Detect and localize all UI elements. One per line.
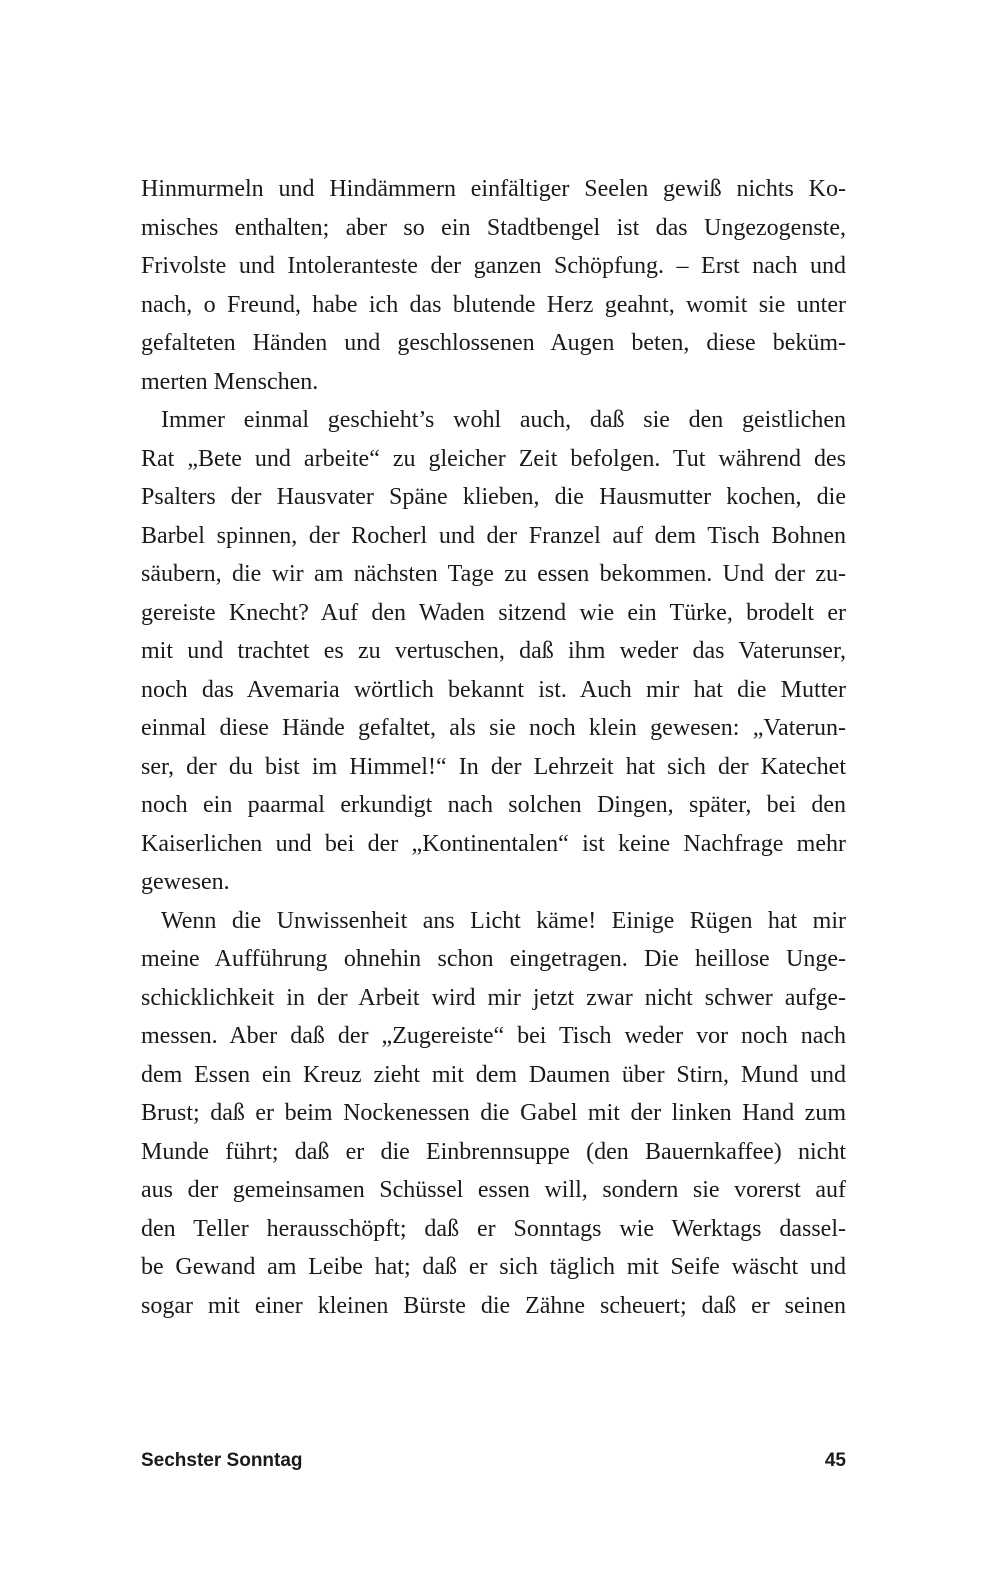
text-line: schicklichkeit in der Arbeit wird mir jetzt zwar nicht schwer aufge- [141, 984, 846, 1011]
text-line: Munde führt; daß er die Einbrennsuppe (den Bauernkaffee) nicht [141, 1138, 846, 1165]
text-line: Kaiserlichen und bei der „Kontinentalen“ ist keine Nachfrage mehr [141, 830, 846, 857]
paragraph [141, 401, 846, 902]
text-line: Brust; daß er beim Nockenessen die Gabel mit der linken Hand zum [141, 1100, 846, 1126]
text-line: gereiste Knecht? Auf den Waden sitzend wie ein Türke, brodelt er [141, 599, 846, 626]
text-line: Barbel spinnen, der Rocherl und der Franzel auf dem Tisch Bohnen [141, 522, 846, 549]
text-line: einmal diese Hände gefaltet, als sie noch klein gewesen: „Vaterun- [141, 715, 846, 741]
text-line: säubern, die wir am nächsten Tage zu essen bekommen. Und der zu- [141, 561, 846, 587]
text-line: messen. Aber daß der „Zugereiste“ bei Tisch weder vor noch nach [141, 1023, 846, 1049]
text-line: be Gewand am Leibe hat; daß er sich täglich mit Seife wäscht und [141, 1254, 846, 1280]
text-line: merten Menschen. [141, 368, 319, 395]
text-line: gefalteten Händen und geschlossenen Augen beten, diese beküm- [141, 330, 846, 356]
text-line: Rat „Bete und arbeite“ zu gleicher Zeit befolgen. Tut während des [141, 445, 846, 472]
chapter-title: Sechster Sonntag [141, 1450, 303, 1471]
text-line: den Teller herausschöpft; daß er Sonntags wie Werktags dassel- [141, 1215, 846, 1242]
paragraph [141, 170, 846, 401]
text-line: meine Aufführung ohnehin schon eingetragen. Die heillose Unge- [141, 946, 846, 972]
text-line: Wenn die Unwissenheit ans Licht käme! Einige Rügen hat mir [161, 907, 846, 934]
body-text [141, 170, 846, 1325]
text-line: mit und trachtet es zu vertuschen, daß ihm weder das Vaterunser, [141, 638, 846, 664]
text-line: Psalters der Hausvater Späne klieben, die Hausmutter kochen, die [141, 484, 846, 510]
text-line: ser, der du bist im Himmel!“ In der Lehrzeit hat sich der Katechet [141, 753, 846, 780]
text-line: nach, o Freund, habe ich das blutende Herz geahnt, womit sie unter [141, 291, 846, 318]
text-line: aus der gemeinsamen Schüssel essen will, sondern sie vorerst auf [141, 1177, 846, 1203]
text-line: Immer einmal geschieht’s wohl auch, daß sie den geistlichen [161, 407, 846, 433]
page-footer [141, 1450, 846, 1472]
text-line: dem Essen ein Kreuz zieht mit dem Daumen über Stirn, Mund und [141, 1061, 846, 1088]
text-line: sogar mit einer kleinen Bürste die Zähne scheuert; daß er seinen [141, 1292, 846, 1319]
text-line: noch das Avemaria wörtlich bekannt ist. Auch mir hat die Mutter [141, 676, 846, 703]
page-number: 45 [824, 1450, 846, 1471]
paragraph [141, 902, 846, 1326]
text-line: noch ein paarmal erkundigt nach solchen Dingen, später, bei den [141, 792, 846, 818]
text-line: Hinmurmeln und Hindämmern einfältiger Seelen gewiß nichts Ko- [141, 176, 846, 202]
text-line: misches enthalten; aber so ein Stadtbengel ist das Ungezogenste, [141, 214, 846, 241]
text-line: gewesen. [141, 869, 230, 895]
text-line: Frivolste und Intoleranteste der ganzen Schöpfung. – Erst nach und [141, 253, 846, 279]
